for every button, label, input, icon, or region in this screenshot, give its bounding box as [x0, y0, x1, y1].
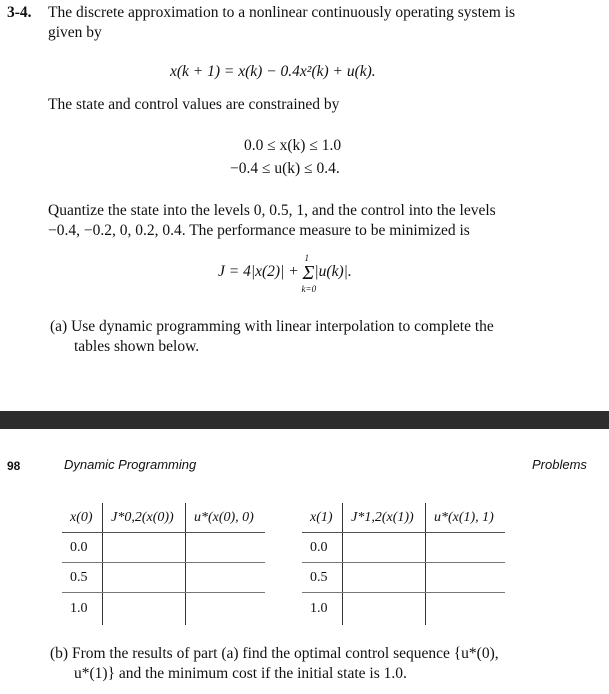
- cost-cell[interactable]: [343, 533, 426, 563]
- system-equation: x(k + 1) = x(k) − 0.4x²(k) + u(k).: [170, 63, 376, 80]
- control-cell[interactable]: [425, 533, 505, 563]
- constraint-intro: The state and control values are constrained by: [48, 96, 340, 113]
- control-cell[interactable]: [185, 563, 265, 593]
- cost-cell[interactable]: [103, 563, 186, 593]
- cost-cell[interactable]: [343, 563, 426, 593]
- control-cell[interactable]: [185, 593, 265, 626]
- state-cell: 0.5: [62, 563, 103, 593]
- col-control: u*(x(1), 1): [425, 503, 505, 533]
- col-cost: [103, 503, 186, 533]
- table-stage-1: [302, 503, 505, 625]
- chapter-title: Dynamic Programming: [64, 457, 197, 472]
- table-header-row: [62, 503, 265, 533]
- col-state: x(1): [302, 503, 343, 533]
- section-title: Problems: [532, 457, 587, 472]
- col-cost: [343, 503, 426, 533]
- cost-header-label: J*1,2(x(1)): [351, 509, 414, 525]
- intro-line-2: given by: [48, 24, 102, 41]
- control-cell[interactable]: [425, 593, 505, 626]
- cost-header-label: J*0,2(x(0)): [111, 509, 174, 525]
- sum-lower: k=0: [301, 284, 317, 294]
- state-cell: 1.0: [310, 601, 328, 616]
- quantize-line-2: −0.4, −0.2, 0, 0.2, 0.4. The performance measure to be minimized is: [48, 222, 470, 239]
- cost-suffix: |u(k)|.: [314, 263, 352, 280]
- col-control: u*(x(0), 0): [185, 503, 265, 533]
- table-row: [62, 533, 265, 563]
- cost-cell[interactable]: [103, 533, 186, 563]
- intro-line-1: The discrete approximation to a nonlinear continuously operating system is: [48, 4, 516, 21]
- page-number: 98: [7, 459, 21, 473]
- state-cell: 0.5: [302, 563, 343, 593]
- performance-measure: [218, 253, 352, 294]
- table-row: [302, 593, 505, 626]
- table-row: [62, 563, 265, 593]
- summation: [301, 253, 317, 294]
- state-cell: 1.0: [70, 601, 88, 616]
- part-b-line-2: u*(1)} and the minimum cost if the initial state is 1.0.: [74, 665, 407, 682]
- sum-symbol: Σ: [302, 262, 315, 284]
- table-row: [62, 593, 265, 626]
- table-row: [302, 533, 505, 563]
- control-cell[interactable]: [425, 563, 505, 593]
- cost-cell[interactable]: [343, 593, 426, 626]
- table-stage-0: [62, 503, 265, 625]
- cost-cell[interactable]: [103, 593, 186, 626]
- page-divider-band: [0, 411, 609, 429]
- table-header-row: [302, 503, 505, 533]
- state-constraint: 0.0 ≤ x(k) ≤ 1.0: [244, 137, 342, 154]
- state-cell: 0.0: [62, 533, 103, 563]
- table-row: [302, 563, 505, 593]
- quantize-line-1: Quantize the state into the levels 0, 0.5, 1, and the control into the levels: [48, 202, 496, 219]
- control-constraint: −0.4 ≤ u(k) ≤ 0.4.: [230, 160, 340, 177]
- part-b-line-1: (b) From the results of part (a) find the optimal control sequence {u*(0),: [50, 645, 499, 662]
- col-state: x(0): [62, 503, 103, 533]
- problem-number: 3-4.: [7, 4, 32, 21]
- cost-prefix: J = 4|x(2)| +: [218, 263, 303, 280]
- part-a-line-1: (a) Use dynamic programming with linear interpolation to complete the: [50, 318, 494, 335]
- sum-upper: 1: [304, 253, 310, 263]
- part-a-line-2: tables shown below.: [74, 338, 200, 355]
- control-cell[interactable]: [185, 533, 265, 563]
- state-cell: 0.0: [302, 533, 343, 563]
